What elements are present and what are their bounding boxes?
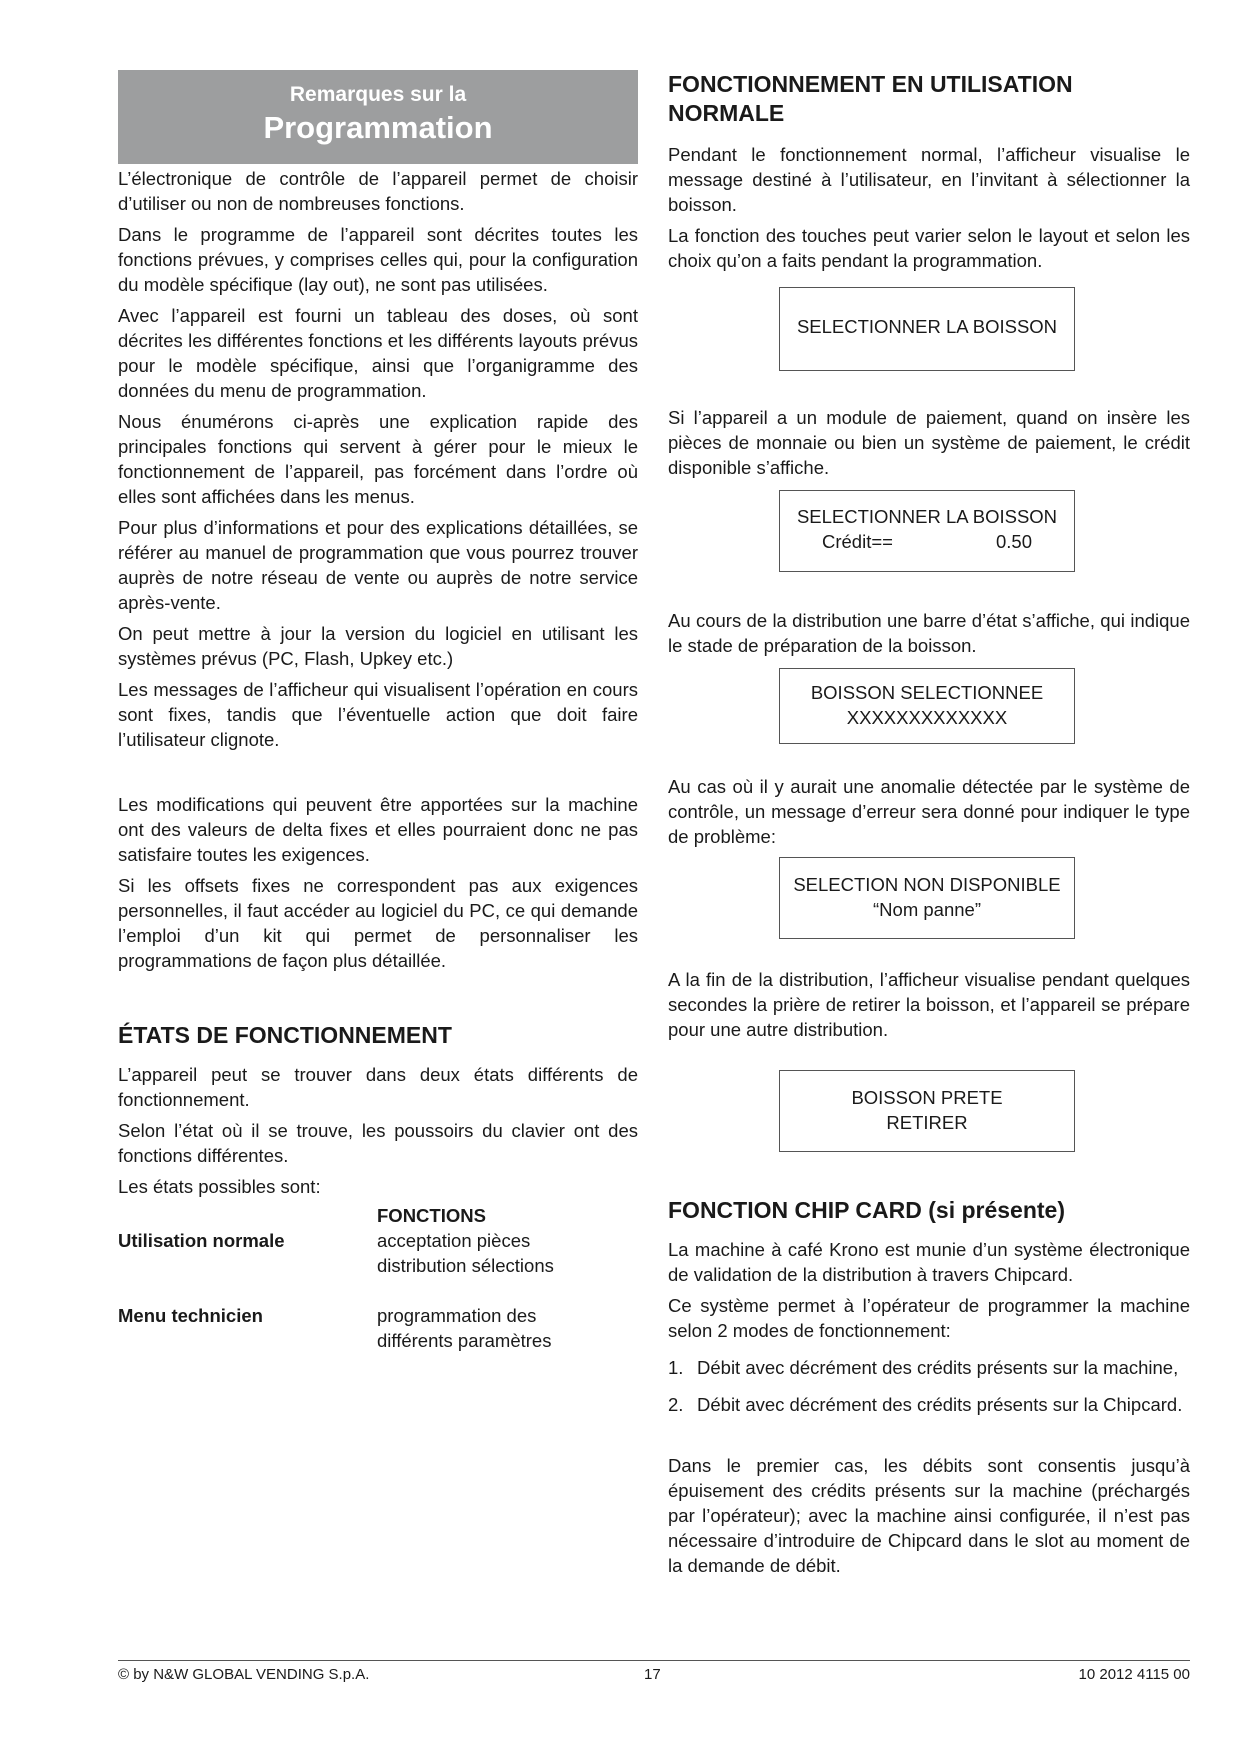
list-text: Débit avec décrément des crédits présents sur la machine, xyxy=(697,1357,1179,1378)
display-text: SELECTION NON DISPONIBLE xyxy=(793,874,1061,895)
paragraph: Dans le premier cas, les débits sont consentis jusqu’à épuisement des crédits présents sur la machine (préchargés par l’opérateur); avec la machine ainsi configurée, il n’est pas nécessaire d’introduire de Chipcard dans le slot au moment de la demande de débit. xyxy=(668,1455,1190,1576)
banner-subtitle: Remarques sur la xyxy=(289,83,467,106)
display-screen xyxy=(779,287,1075,371)
paragraph: Pour plus d’informations et pour des explications détaillées, se référer au manuel de programmation que vous pourrez trouver auprès de notre réseau de vente ou auprès de notre service après-vente. xyxy=(118,517,638,613)
paragraph: Nous énumérons ci-après une explication rapide des principales fonctions qui servent à gérer pour le mieux le fonctionnement de l’appareil, pas forcément dans l’ordre où elles sont affichées dans les menus. xyxy=(118,411,638,507)
display-text: BOISSON PRETE xyxy=(851,1087,1003,1108)
paragraph: Selon l’état où il se trouve, les poussoirs du clavier ont des fonctions différentes. xyxy=(118,1120,638,1166)
paragraph: Pendant le fonctionnement normal, l’afficheur visualise le message destiné à l’utilisateur, en l’invitant à sélectionner la boisson. xyxy=(668,144,1190,215)
state-label-technician: Menu technicien xyxy=(118,1305,263,1326)
states-table xyxy=(118,1203,638,1353)
state-function: programmation des xyxy=(377,1305,537,1326)
credit-label: Crédit== xyxy=(822,531,893,552)
paragraph: Au cours de la distribution une barre d’état s’affiche, qui indique le stade de préparation de la boisson. xyxy=(668,610,1190,656)
paragraph: Les états possibles sont: xyxy=(118,1176,321,1197)
paragraph: Si les offsets fixes ne correspondent pas aux exigences personnelles, il faut accéder au logiciel du PC, ce qui demande l’emploi d’un kit qui permet de personnaliser les programmations de façon plus détaillée. xyxy=(118,875,638,971)
right-column xyxy=(668,70,1190,1584)
states-table-header: FONCTIONS xyxy=(377,1205,486,1226)
display-screen xyxy=(779,1070,1075,1152)
paragraph: Avec l’appareil est fourni un tableau des doses, où sont décrites les différentes fonctions et les différents layouts prévus pour le modèle spécifique, ainsi que l’organigramme des données du menu de programmation. xyxy=(118,305,638,401)
footer-divider xyxy=(118,1660,1190,1661)
normal-use-heading: FONCTIONNEMENT EN UTILISATION NORMALE xyxy=(668,71,1073,126)
display-screen xyxy=(779,857,1075,939)
display-text: BOISSON SELECTIONNEE xyxy=(810,682,1044,703)
state-function: acceptation pièces xyxy=(377,1230,531,1251)
display-text: RETIRER xyxy=(886,1112,968,1133)
paragraph: Si l’appareil a un module de paiement, quand on insère les pièces de monnaie ou bien un système de paiement, le crédit disponible s’affiche. xyxy=(668,407,1190,478)
display-text: SELECTIONNER LA BOISSON xyxy=(796,506,1058,527)
paragraph: Les messages de l’afficheur qui visualisent l’opération en cours sont fixes, tandis que l’éventuelle action que doit faire l’utilisateur clignote. xyxy=(118,679,638,750)
left-column xyxy=(118,70,638,1353)
paragraph: A la fin de la distribution, l’afficheur visualise pendant quelques secondes la prière de retirer la boisson, et l’appareil se prépare pour une autre distribution. xyxy=(668,969,1190,1040)
display-text: SELECTIONNER LA BOISSON xyxy=(796,316,1058,337)
paragraph: On peut mettre à jour la version du logiciel en utilisant les systèmes prévus (PC, Flash, Upkey etc.) xyxy=(118,623,638,669)
paragraph: L’appareil peut se trouver dans deux états différents de fonctionnement. xyxy=(118,1064,638,1110)
display-progress-bar: XXXXXXXXXXXXX xyxy=(846,707,1008,728)
display-screen xyxy=(779,490,1075,572)
list-number: 1. xyxy=(668,1357,684,1378)
states-heading: ÉTATS DE FONCTIONNEMENT xyxy=(118,1022,452,1048)
paragraph: L’électronique de contrôle de l’appareil permet de choisir d’utiliser ou non de nombreuses fonctions. xyxy=(118,168,638,214)
state-function: différents paramètres xyxy=(377,1330,552,1351)
paragraph: Ce système permet à l’opérateur de programmer la machine selon 2 modes de fonctionnement: xyxy=(668,1295,1190,1341)
paragraph: La fonction des touches peut varier selon le layout et selon les choix qu’on a faits pendant la programmation. xyxy=(668,225,1190,271)
footer-copyright: © by N&W GLOBAL VENDING S.p.A. xyxy=(118,1666,370,1683)
display-text: “Nom panne” xyxy=(873,899,981,920)
list-number: 2. xyxy=(668,1394,684,1415)
page-number: 17 xyxy=(644,1666,661,1683)
list-text: Débit avec décrément des crédits présents sur la Chipcard. xyxy=(697,1394,1183,1415)
document-code: 10 2012 4115 00 xyxy=(1078,1666,1190,1683)
banner-title: Programmation xyxy=(263,110,493,145)
list-item xyxy=(668,1392,1190,1417)
credit-value: 0.50 xyxy=(995,531,1032,552)
paragraph: La machine à café Krono est munie d’un système électronique de validation de la distribution à travers Chipcard. xyxy=(668,1239,1190,1285)
state-label-normal: Utilisation normale xyxy=(118,1230,285,1251)
section-banner xyxy=(118,70,638,164)
modes-list xyxy=(668,1355,1190,1417)
paragraph: Les modifications qui peuvent être apportées sur la machine ont des valeurs de delta fixes et elles pourraient donc ne pas satisfaire toutes les exigences. xyxy=(118,794,638,865)
display-screen xyxy=(779,668,1075,744)
paragraph: Au cas où il y aurait une anomalie détectée par le système de contrôle, un message d’erreur sera donné pour indiquer le type de problème: xyxy=(668,776,1190,847)
list-item xyxy=(668,1355,1190,1380)
state-function: distribution sélections xyxy=(377,1255,554,1276)
chip-card-heading: FONCTION CHIP CARD (si présente) xyxy=(668,1197,1066,1223)
paragraph: Dans le programme de l’appareil sont décrites toutes les fonctions prévues, y comprises celles qui, pour la configuration du modèle spécifique (lay out), ne sont pas utilisées. xyxy=(118,224,638,295)
